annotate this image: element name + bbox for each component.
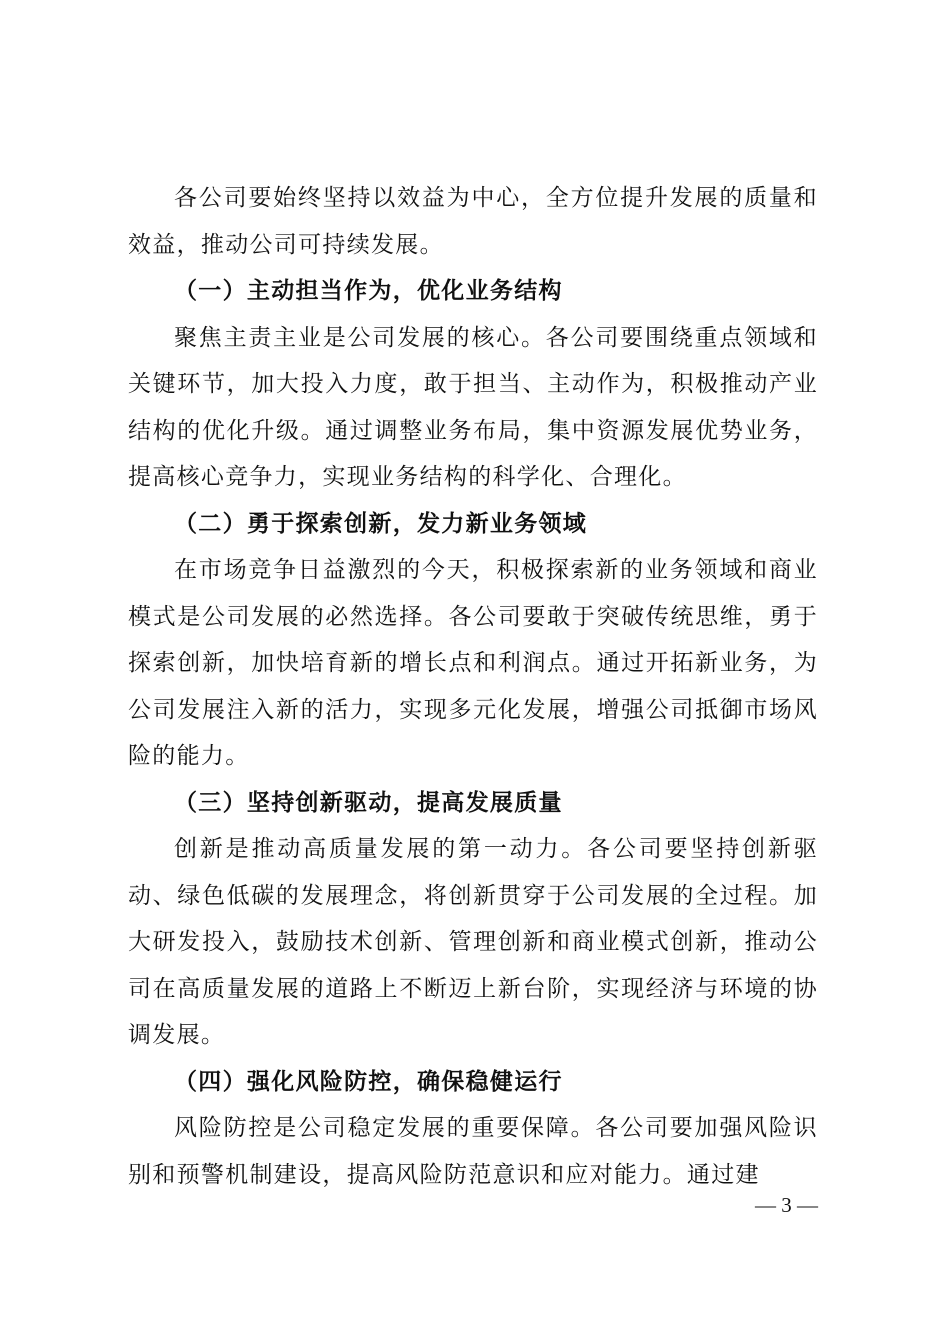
section-heading-4: （四）强化风险防控，确保稳健运行 — [174, 1067, 563, 1095]
section-heading-1: （一）主动担当作为，优化业务结构 — [174, 277, 563, 304]
section-heading-2: （二）勇于探索创新，发力新业务领域 — [174, 509, 588, 537]
section-1-paragraph: 聚焦主责主业是公司发展的核心。各公司要围绕重点领域和关键环节，加大投入力度，敢于担当、主动作为，积极推动产业结构的优化升级。通过调整业务布局，集中资源发展优势业务，提高核心竞争力，实现业务结构的科学化、合理化。 — [128, 324, 818, 490]
section-3-paragraph: 创新是推动高质量发展的第一动力。各公司要坚持创新驱动、绿色低碳的发展理念，将创新贯穿于公司发展的全过程。加大研发投入，鼓励技术创新、管理创新和商业模式创新，推动公司在高质量发展的道路上不断迈上新台阶，实现经济与环境的协调发展。 — [128, 836, 818, 1048]
section-heading-3: （三）坚持创新驱动，提高发展质量 — [174, 788, 563, 816]
section-2-paragraph: 在市场竞争日益激烈的今天，积极探索新的业务领域和商业模式是公司发展的必然选择。各公司要敢于突破传统思维，勇于探索创新，加快培育新的增长点和利润点。通过开拓新业务，为公司发展注入新的活力，实现多元化发展，增强公司抵御市场风险的能力。 — [128, 557, 818, 769]
page-number: — 3 — — [755, 1193, 818, 1217]
document-body — [128, 175, 818, 1198]
intro-paragraph: 各公司要始终坚持以效益为中心，全方位提升发展的质量和效益，推动公司可持续发展。 — [128, 185, 818, 258]
section-4-paragraph: 风险防控是公司稳定发展的重要保障。各公司要加强风险识别和预警机制建设，提高风险防范意识和应对能力。通过建 — [128, 1115, 818, 1188]
